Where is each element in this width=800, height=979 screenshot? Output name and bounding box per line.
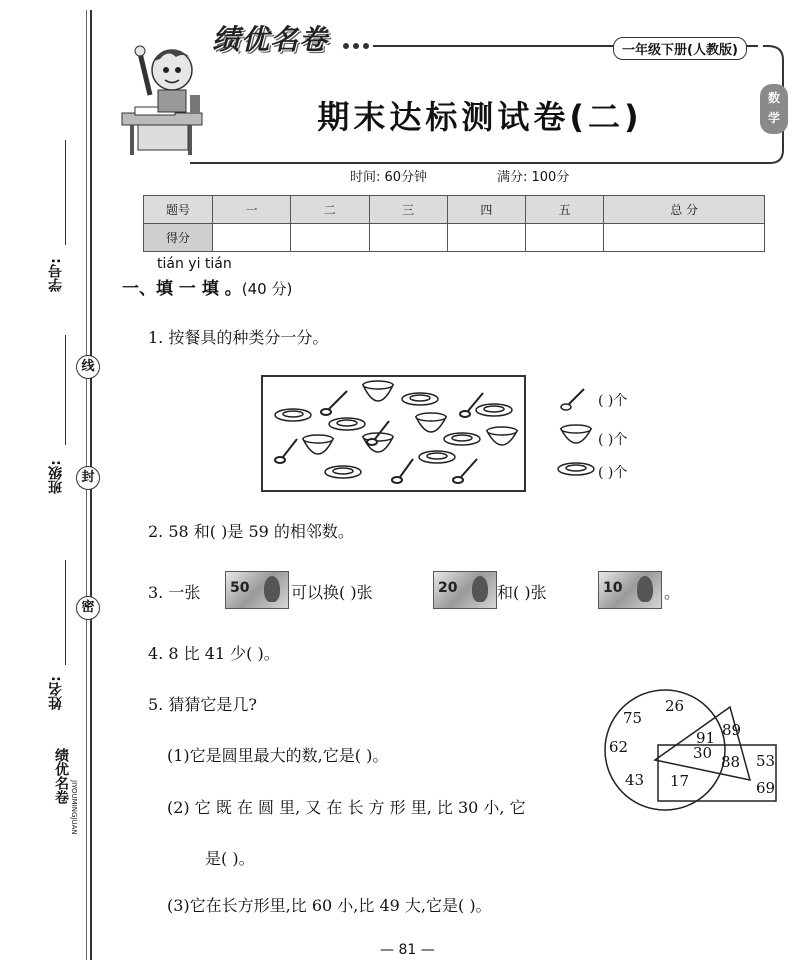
section-pinyin: tián yi tián <box>157 256 232 272</box>
subject-tab-char: 数 <box>767 91 780 105</box>
score-cell[interactable] <box>213 224 291 252</box>
subject-tab <box>760 84 788 134</box>
table-cell: 一 <box>213 196 291 224</box>
diagram-number: 89 <box>722 721 742 739</box>
banknote-20 <box>433 571 497 609</box>
spoon-icon <box>560 387 590 412</box>
question-5-sub1: (1)它是圆里最大的数,它是( )。 <box>167 746 389 765</box>
table-row <box>144 224 765 252</box>
table-cell: 四 <box>447 196 525 224</box>
diagram-number: 43 <box>625 771 645 789</box>
score-cell[interactable] <box>447 224 525 252</box>
table-header: 题号 <box>144 196 213 224</box>
margin-logo-pinyin: JIYOUMINGJUAN <box>70 780 78 835</box>
table-cell: 三 <box>369 196 447 224</box>
brand-logo: 绩优名卷 <box>212 23 329 56</box>
class-label: 班级: <box>48 460 64 494</box>
answer-blank-plate[interactable]: ( )个 <box>598 465 628 481</box>
question-1: 1. 按餐具的种类分一分。 <box>148 328 329 347</box>
class-field[interactable] <box>65 335 66 445</box>
page-title: 期末达标测试卷(二) <box>317 98 643 136</box>
question-5: 5. 猜猜它是几? <box>148 695 257 714</box>
time-limit: 时间: 60分钟 <box>350 170 428 185</box>
question-3-part4: 。 <box>664 583 681 602</box>
banknote-value: 50 <box>230 580 250 596</box>
question-3-part3: 和( )张 <box>497 583 547 602</box>
question-5-sub3: (3)它在长方形里,比 60 小,比 49 大,它是( )。 <box>167 896 492 915</box>
student-illustration <box>120 35 215 160</box>
diagram-number: 17 <box>670 772 690 790</box>
question-3-part1: 3. 一张 <box>148 583 201 602</box>
question-5-sub2: (2) 它 既 在 圆 里, 又 在 长 方 形 里, 比 30 小, 它 <box>167 798 526 817</box>
diagram-number: 53 <box>756 752 776 770</box>
margin-logo: 绩优名卷 <box>53 748 69 804</box>
table-cell: 二 <box>291 196 369 224</box>
table-cell: 五 <box>526 196 604 224</box>
plate-icon <box>556 460 596 478</box>
seal-secret: 密 <box>76 596 100 620</box>
table-header: 得分 <box>144 224 213 252</box>
table-cell: 总 分 <box>604 196 765 224</box>
question-3-part2: 可以换( )张 <box>291 583 373 602</box>
question-5-sub2-cont: 是( )。 <box>205 849 255 868</box>
name-field[interactable] <box>65 560 66 665</box>
subject-tab-char: 学 <box>767 111 780 125</box>
portrait-icon <box>637 576 653 602</box>
diagram-number: 62 <box>609 738 629 756</box>
score-cell[interactable] <box>526 224 604 252</box>
table-row <box>144 196 765 224</box>
banknote-value: 20 <box>438 580 458 596</box>
portrait-icon <box>472 576 488 602</box>
tableware-box <box>261 375 526 492</box>
section-title: 一、填 一 填 。 <box>122 279 242 299</box>
name-label: 姓名: <box>48 676 64 710</box>
answer-blank-spoon[interactable]: ( )个 <box>598 393 628 409</box>
diagram-number: 30 <box>693 744 713 762</box>
full-score: 满分: 100分 <box>497 170 570 185</box>
question-2: 2. 58 和( )是 59 的相邻数。 <box>148 522 354 541</box>
diagram-number: 26 <box>665 697 685 715</box>
portrait-icon <box>264 576 280 602</box>
tableware-illustration <box>263 377 524 490</box>
seal-seal: 封 <box>76 466 100 490</box>
section-points: (40 分) <box>241 280 293 298</box>
grade-badge: 一年级下册(人教版) <box>613 37 747 60</box>
banknote-value: 10 <box>603 580 623 596</box>
diagram-number: 91 <box>696 729 716 747</box>
banknote-10 <box>598 571 662 609</box>
diagram-number: 69 <box>756 779 776 797</box>
score-cell[interactable] <box>291 224 369 252</box>
diagram-number: 88 <box>721 753 741 771</box>
question-4: 4. 8 比 41 少( )。 <box>148 644 280 663</box>
score-cell[interactable] <box>604 224 765 252</box>
score-cell[interactable] <box>369 224 447 252</box>
seal-line: 线 <box>76 355 100 379</box>
student-no-field[interactable] <box>65 140 66 245</box>
diagram-number: 75 <box>623 709 643 727</box>
section-heading <box>122 274 292 299</box>
bowl-icon <box>558 423 594 449</box>
student-no-label: 学号: <box>48 258 64 292</box>
page-number: — 81 — <box>380 942 435 958</box>
answer-blank-bowl[interactable]: ( )个 <box>598 432 628 448</box>
score-table <box>143 195 765 252</box>
banknote-50 <box>225 571 289 609</box>
